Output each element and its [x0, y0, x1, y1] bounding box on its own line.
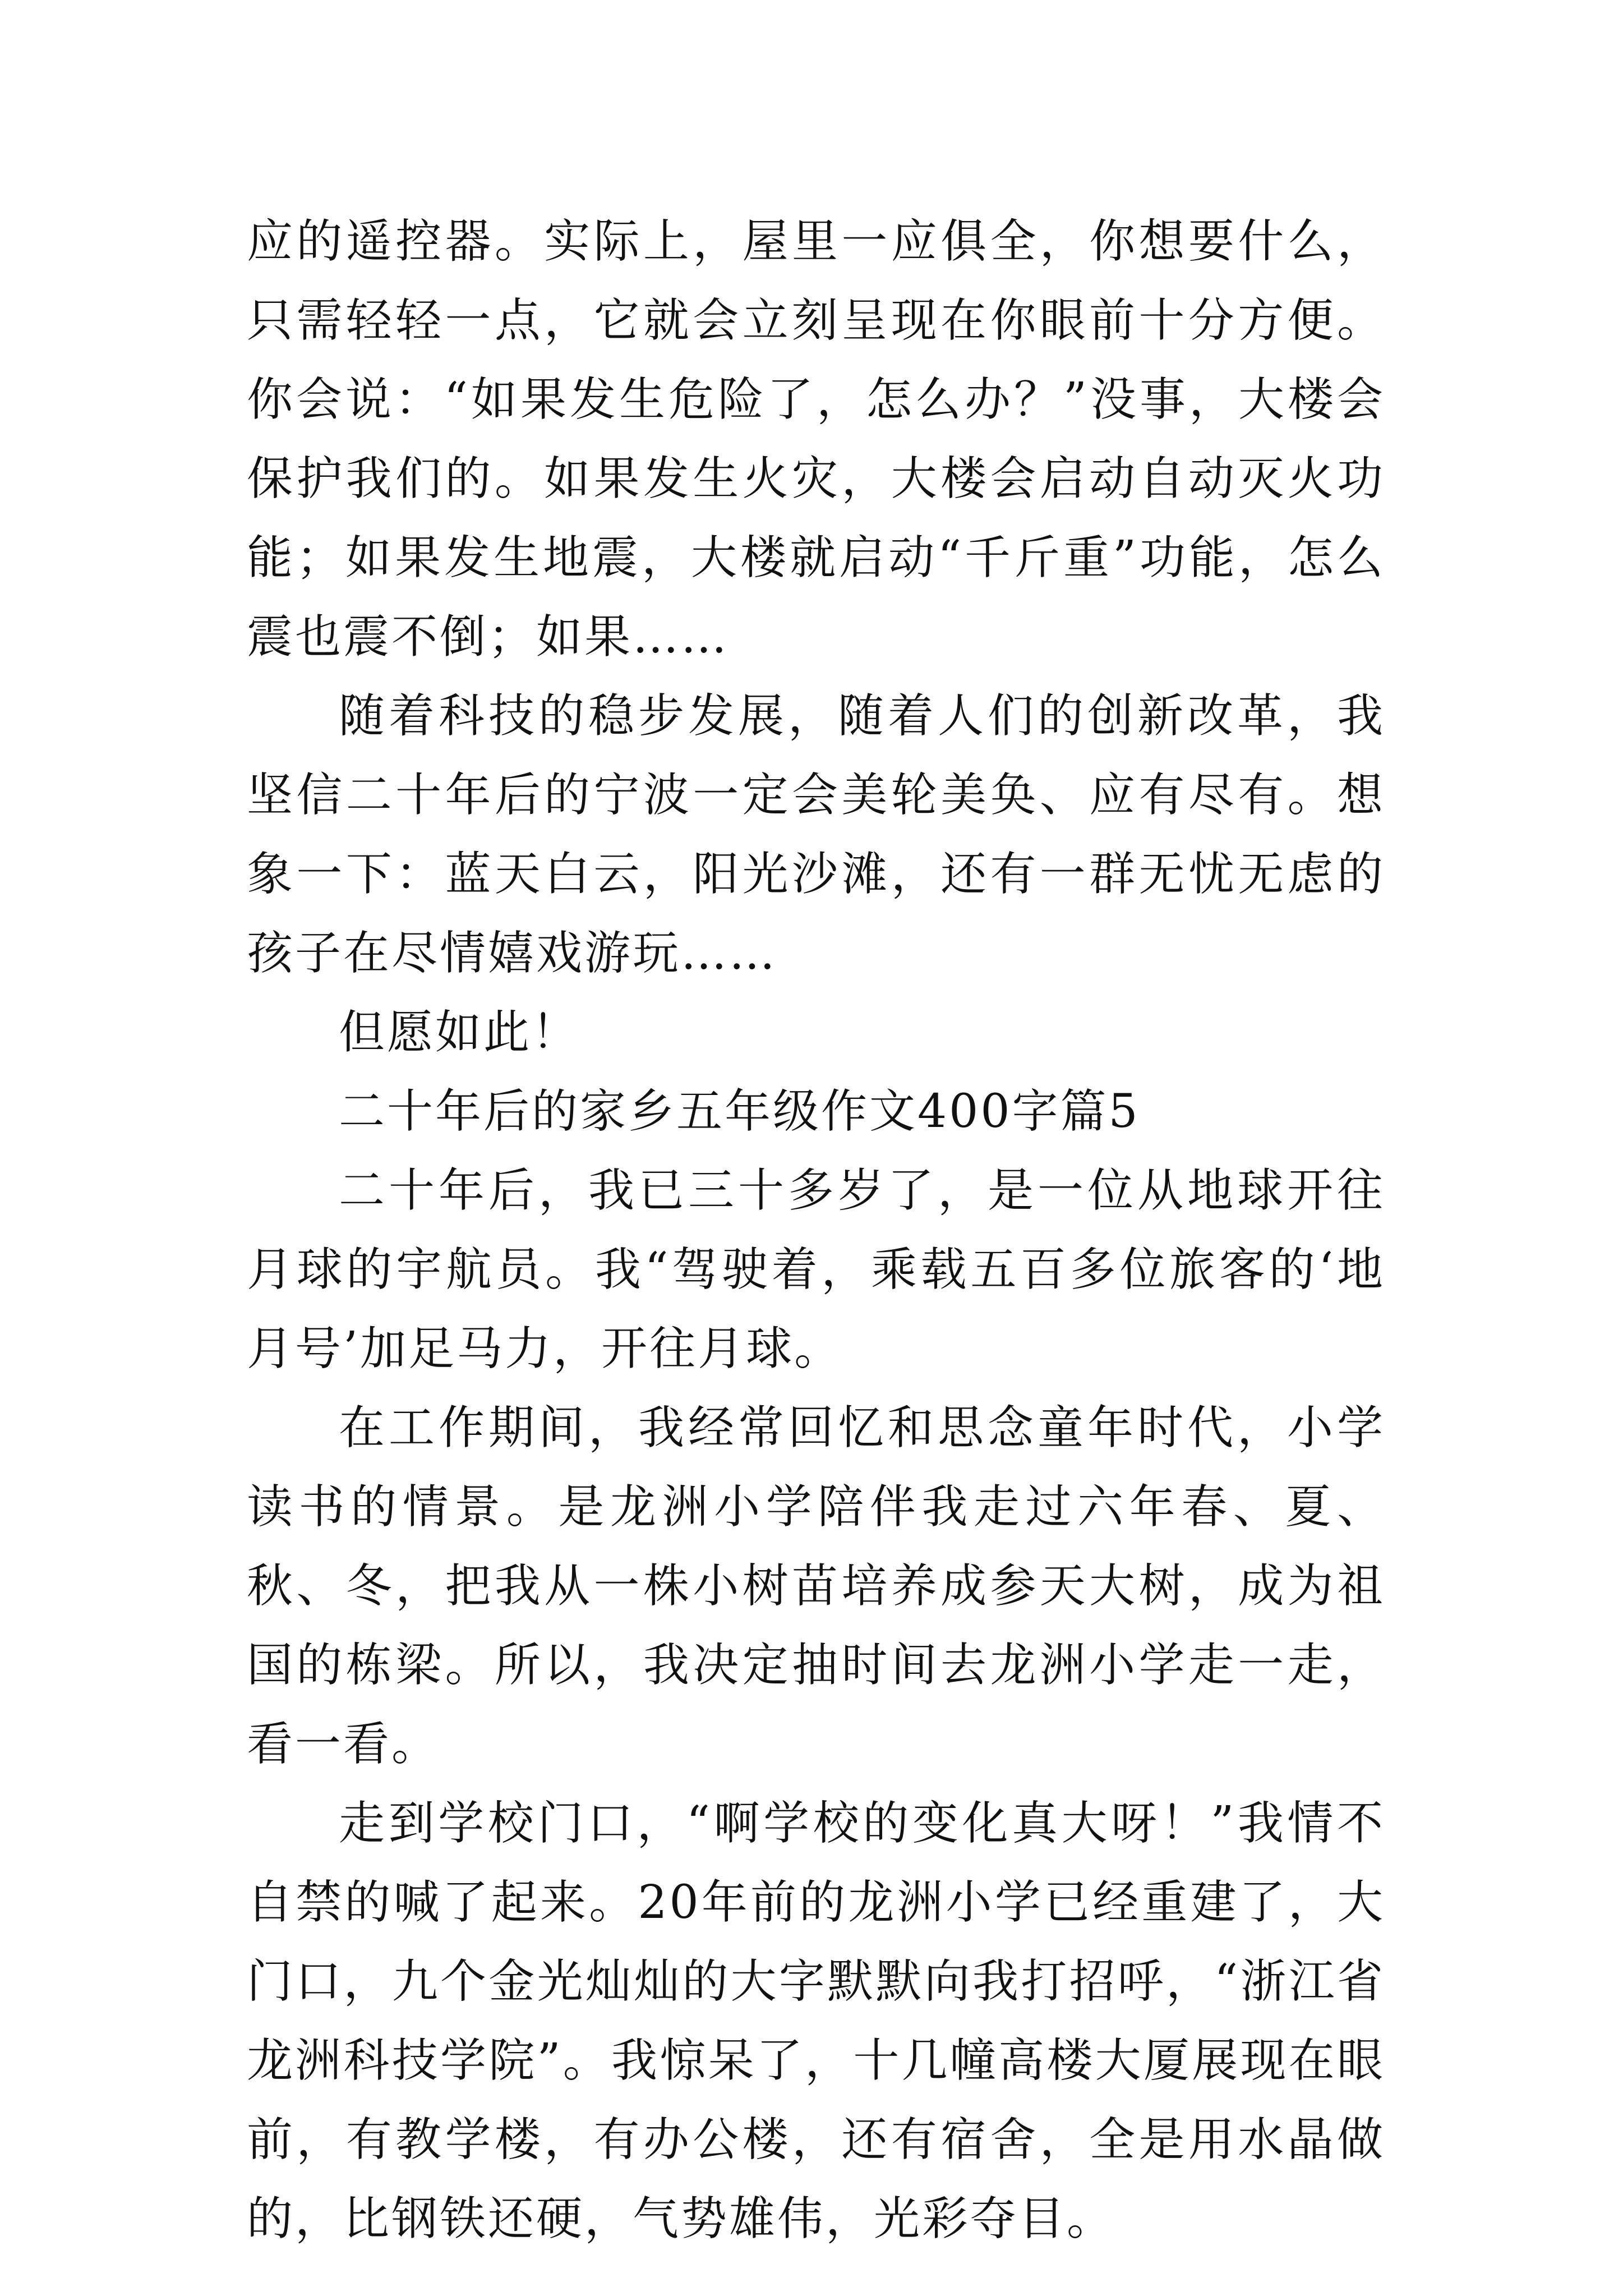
paragraph-5: 在工作期间，我经常回忆和思念童年时代，小学读书的情景。是龙洲小学陪伴我走过六年春、夏、秋、冬，把我从一株小树苗培养成参天大树，成为祖国的栋梁。所以，我决定抽时间去龙洲小学走一走，看一看。 — [247, 1401, 1385, 1771]
paragraph-3: 但愿如此！ — [339, 1006, 580, 1059]
paragraph-6: 走到学校门口，“啊学校的变化真大呀！”我情不自禁的喊了起来。20年前的龙洲小学已经重建了，大门口，九个金光灿灿的大字默默向我打招呼，“浙江省龙洲科技学院”。我惊呆了，十几幢高楼大厦展现在眼前，有教学楼，有办公楼，还有宿舍，全是用水晶做的，比钢铁还硬，气势雄伟，光彩夺目。 — [247, 1797, 1385, 2246]
paragraph-2: 随着科技的稳步发展，随着人们的创新改革，我坚信二十年后的宁波一定会美轮美奂、应有尽有。想象一下：蓝天白云，阳光沙滩，还有一群无忧无虑的孩子在尽情嬉戏游玩…… — [247, 689, 1385, 980]
paragraph-1: 应的遥控器。实际上，屋里一应俱全，你想要什么，只需轻轻一点，它就会立刻呈现在你眼前十分方便。你会说：“如果发生危险了，怎么办？”没事，大楼会保护我们的。如果发生火灾，大楼会启动自动灭火功能；如果发生地震，大楼就启动“千斤重”功能，怎么震也震不倒；如果…… — [247, 215, 1385, 664]
document-body — [247, 202, 1385, 2258]
section-heading: 二十年后的家乡五年级作文400字篇5 — [339, 1085, 1140, 1138]
paragraph-4: 二十年后，我已三十多岁了，是一位从地球开往月球的宇航员。我“驾驶着，乘载五百多位旅客的‘地月号’加足马力，开往月球。 — [247, 1164, 1385, 1375]
